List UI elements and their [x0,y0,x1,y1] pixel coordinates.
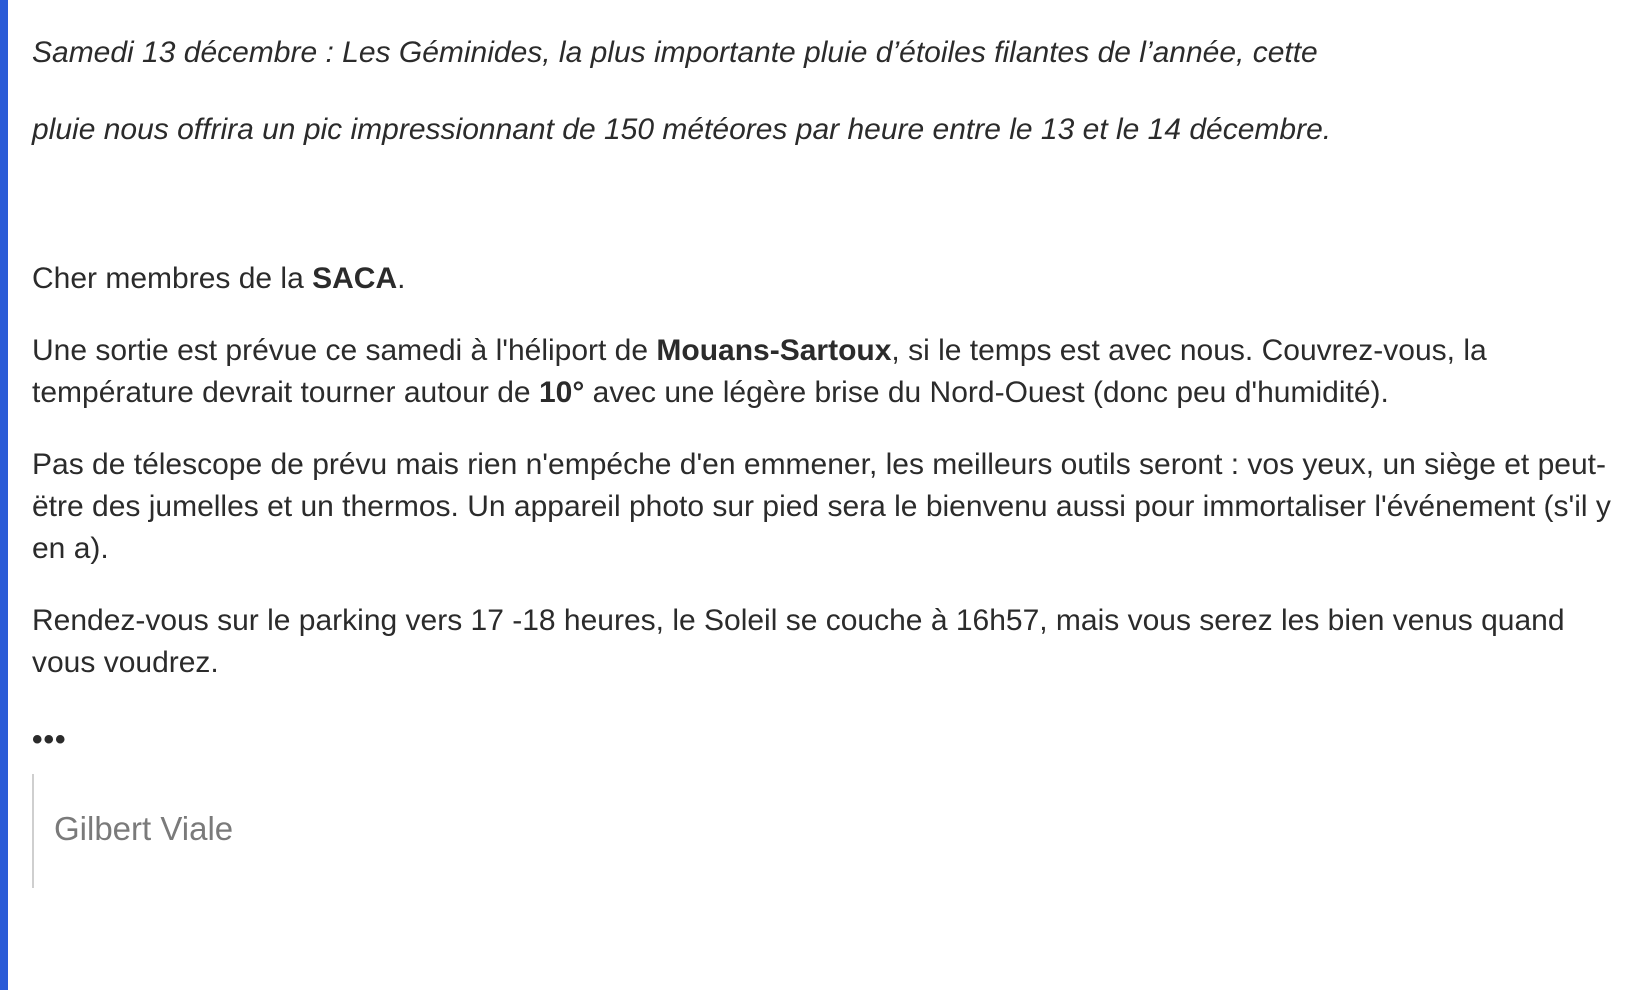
greeting [32,258,1622,300]
intro-paragraph [32,14,1622,168]
intro-line-2: pluie nous offrira un pic impressionnant de 150 météores par heure entre le 13 et le 14 décembre. [32,113,1332,146]
paragraph-meeting: Rendez-vous sur le parking vers 17 -18 heures, le Soleil se couche à 16h57, mais vous serez les bien venus quand vous voudrez. [32,604,1565,679]
outing-location: Mouans-Sartoux [656,334,892,367]
outing-text-3: avec une légère brise du Nord-Ouest (donc peu d'humidité). [584,376,1389,409]
outing-temperature: 10° [538,376,585,409]
paragraph-equipment: Pas de télescope de prévu mais rien n'empéche d'en emmener, les meilleurs outils seront : vos yeux, un siège et peut-ëtre des jumelles et un thermos. Un appareil photo sur pied sera le bienvenu aussi pour immortaliser l'événement (s'il y en a). [32,448,1611,565]
outing-text-1: Une sortie est prévue ce samedi à l'héliport de [32,334,657,367]
outing-text-2: , si le temps est avec nous. Couvrez-vous, la température devrait tourner autour de [32,334,1487,409]
left-accent-bar [0,0,8,990]
greeting-text: Cher membres de la [32,262,313,295]
paragraph-outing [32,330,1622,414]
greeting-org: SACA [312,262,398,295]
email-body [32,0,1622,888]
signature-block [32,774,1622,888]
greeting-end: . [397,262,406,295]
signature: Gilbert Viale [54,810,234,847]
intro-line-1: Samedi 13 décembre : Les Géminides, la plus importante pluie d’étoiles filantes de l’année, cette [32,36,1318,69]
quoted-text-toggle[interactable]: ••• [32,723,67,756]
